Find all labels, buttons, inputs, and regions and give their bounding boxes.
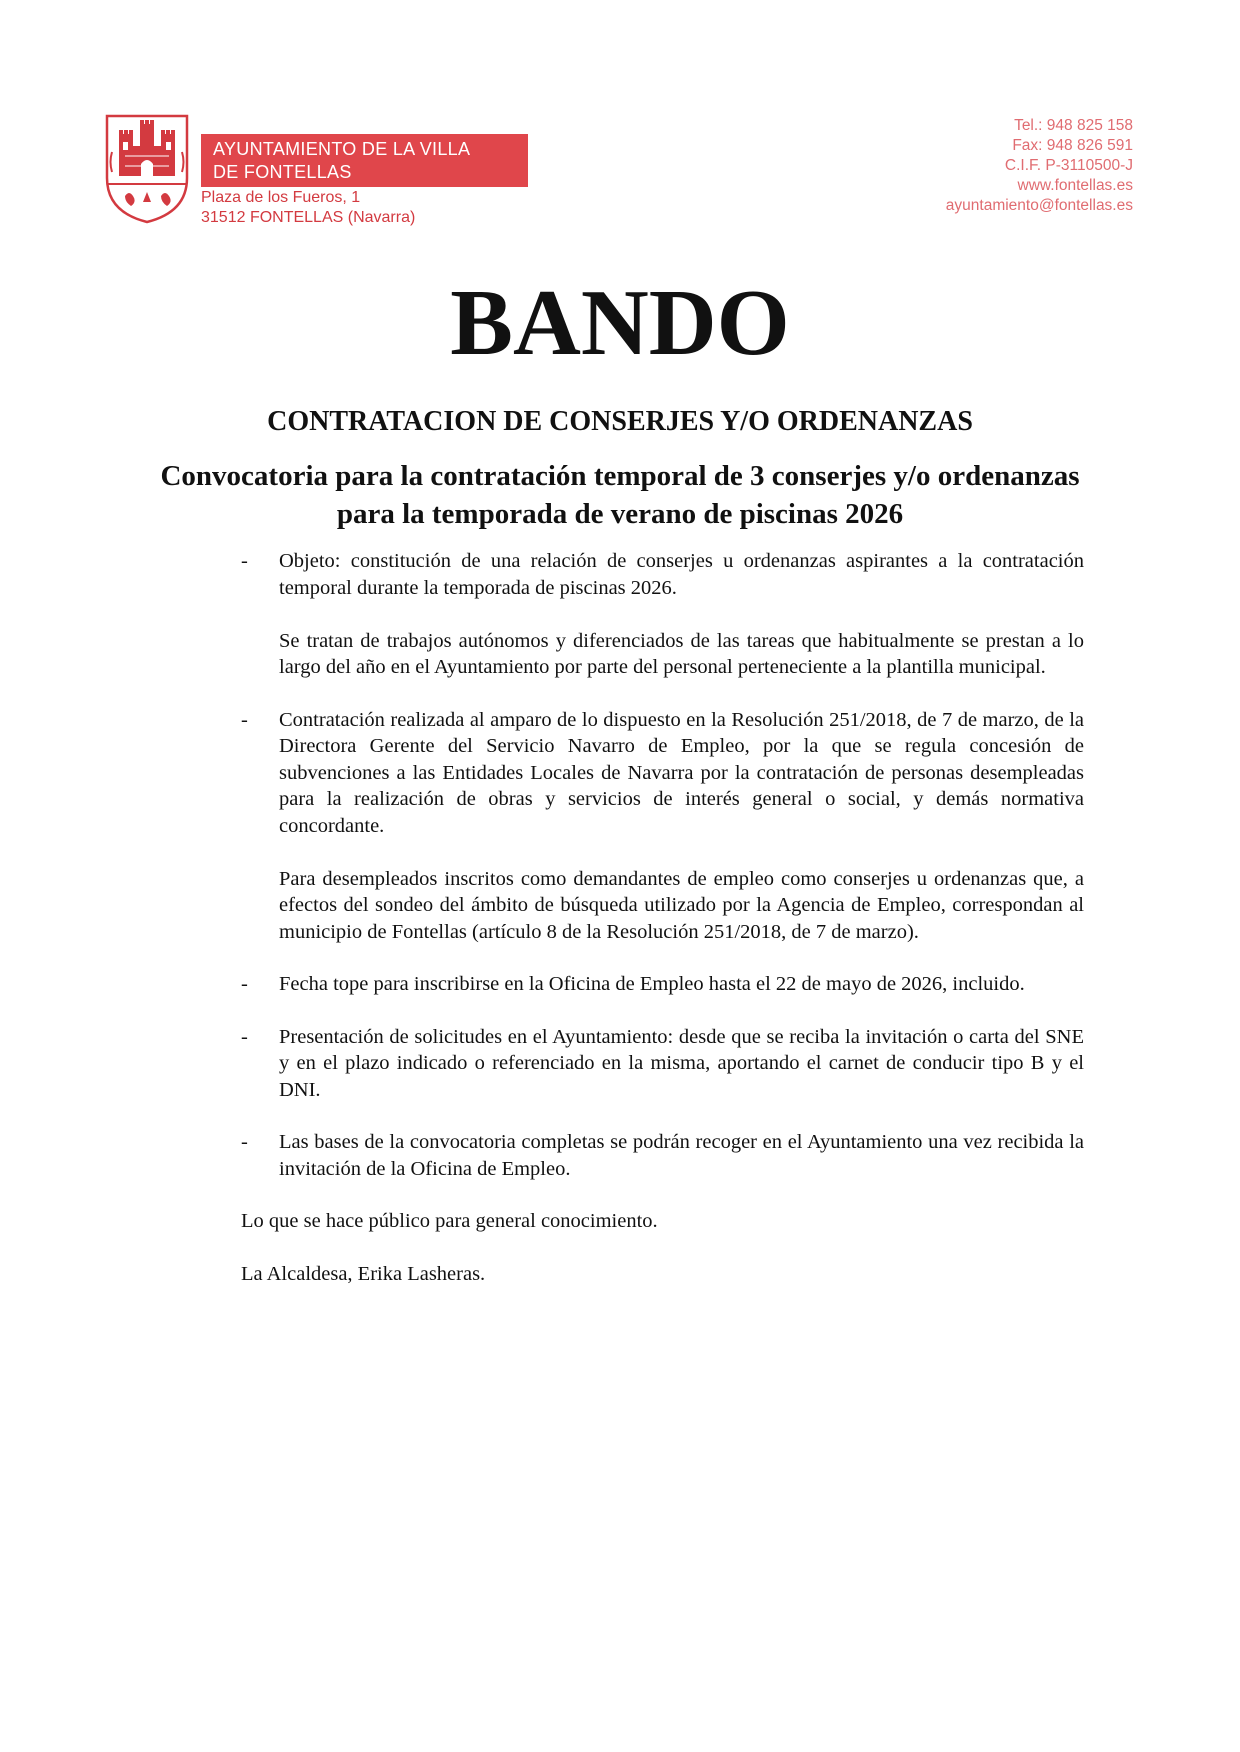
list-bullet: -: [241, 973, 248, 995]
document-subtitle: CONTRATACION DE CONSERJES Y/O ORDENANZAS: [267, 406, 973, 437]
municipal-coat-of-arms-icon: [103, 112, 191, 226]
organization-name-banner: [201, 134, 528, 187]
signature: La Alcaldesa, Erika Lasheras.: [241, 1263, 486, 1285]
contact-phone: Tel.: 948 825 158: [1014, 117, 1133, 134]
list-item: [241, 1024, 1084, 1104]
closing-statement: Lo que se hace público para general conocimiento.: [241, 1210, 658, 1232]
paragraph: Se tratan de trabajos autónomos y diferenciados de las tareas que habitualmente se prestan a lo largo del año en el Ayuntamiento por parte del personal perteneciente a la plantilla municipal.: [279, 629, 1084, 678]
paragraph: Contratación realizada al amparo de lo dispuesto en la Resolución 251/2018, de 7 de marzo, de la Directora Gerente del Servicio Navarro de Empleo, por la que se regula concesión de subvenciones a las Entidades Locales de Navarra por la contratación de personas desempleadas para la realización de obras y servicios de interés general o social, y demás normativa concordante.: [279, 708, 1084, 837]
contact-block: [946, 116, 1133, 216]
paragraph: Fecha tope para inscribirse en la Oficina de Empleo hasta el 22 de mayo de 2026, incluido.: [279, 973, 1025, 995]
list-bullet: -: [241, 708, 248, 731]
paragraph: Las bases de la convocatoria completas se podrán recoger en el Ayuntamiento una vez recibida la invitación de la Oficina de Empleo.: [279, 1131, 1084, 1180]
address-line-2: 31512 FONTELLAS (Navarra): [201, 209, 416, 226]
contact-fax: Fax: 948 826 591: [1012, 137, 1133, 154]
list-item: [241, 971, 1084, 998]
contact-website: www.fontellas.es: [1017, 177, 1133, 194]
contact-cif: C.I.F. P-3110500-J: [1004, 157, 1133, 174]
list-item: [241, 707, 1084, 946]
paragraph: Objeto: constitución de una relación de conserjes u ordenanzas aspirantes a la contratación temporal durante la temporada de piscinas 2026.: [279, 550, 1084, 599]
organization-address: [201, 188, 415, 228]
document-body: [241, 548, 1084, 1314]
paragraph: Presentación de solicitudes en el Ayuntamiento: desde que se reciba la invitación o carta del SNE y en el plazo indicado o referenciado en la misma, aportando el carnet de conducir tipo B y el DNI.: [279, 1025, 1084, 1101]
list-item: [241, 1129, 1084, 1182]
document-heading: Convocatoria para la contratación temporal de 3 conserjes y/o ordenanzas para la temporada de verano de piscinas 2026: [160, 460, 1080, 530]
address-line-1: Plaza de los Fueros, 1: [201, 189, 361, 206]
list-item: [241, 548, 1084, 681]
paragraph: Para desempleados inscritos como demandantes de empleo como conserjes u ordenanzas que, a efectos del sondeo del ámbito de búsqueda utilizado por la Agencia de Empleo, correspondan al municipio de Fontellas (artículo 8 de la Resolución 251/2018, de 7 de marzo).: [279, 867, 1084, 943]
contact-email: ayuntamiento@fontellas.es: [945, 197, 1133, 214]
list-bullet: -: [241, 550, 248, 572]
list-bullet: -: [241, 1025, 248, 1048]
organization-name-line-2: DE FONTELLAS: [213, 162, 352, 182]
organization-name-line-1: AYUNTAMIENTO DE LA VILLA: [213, 139, 471, 159]
document-title: BANDO: [450, 271, 790, 375]
list-bullet: -: [241, 1131, 248, 1153]
closing-block: [241, 1208, 1084, 1288]
